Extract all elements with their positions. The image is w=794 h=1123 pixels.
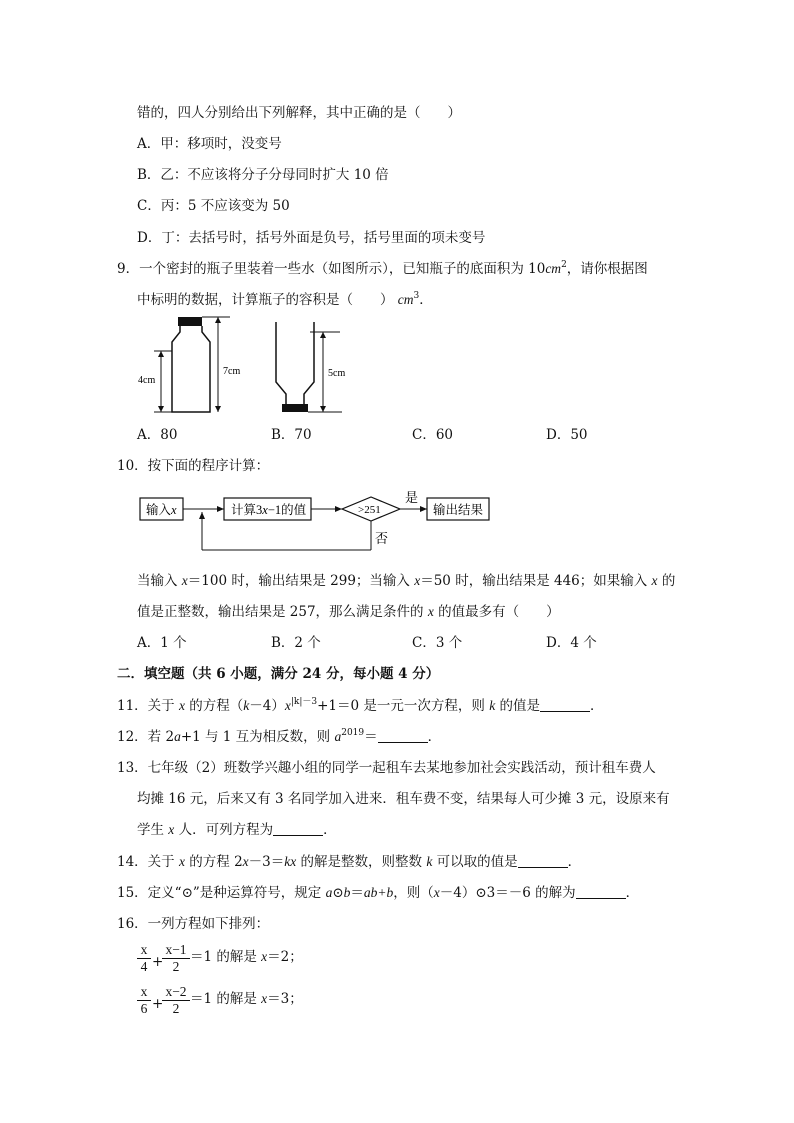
q10-para2: 值是正整数，输出结果是 257，那么满足条件的 x 的值最多有（ ） <box>137 604 560 620</box>
q8-tail: 错的，四人分别给出下列解释，其中正确的是（ ） <box>137 105 461 121</box>
q12-answer-blank[interactable] <box>378 728 428 743</box>
q11: 11．关于 x 的方程$(k-4)x^{|k|-3}+1=0$ 是一元一次方程，则 k 的值是 ． <box>117 697 604 714</box>
section-title: 二．填空题（共 6 小题，满分 24 分，每小题 4 分） <box>117 666 440 682</box>
flow-input-box: 输入x <box>146 503 177 517</box>
q9-line1: 9．一个密封的瓶子里装着一些水（如图所示），已知瓶子的底面积为 $10cm^2$，请你根据图 <box>117 260 648 277</box>
q8-option-c: C．丙：5 不应该变为 50 <box>137 198 290 214</box>
flow-compute-box: 计算3x−1的值 <box>231 503 307 517</box>
q16-title: 16．一列方程如下排列： <box>117 916 270 932</box>
frac-2b: $\frac{x-2}{2}$ <box>162 984 190 1017</box>
q15: 15．定义“⊙”是种运算符号，规定 a⊙b＝ab+b，则（x－4）⊙3＝－6 的解为 ． <box>117 885 640 901</box>
q14: 14．关于 x 的方程 2x－3＝kx 的解是整数，则整数 k 可以取的值是 ． <box>117 854 582 870</box>
q14-answer-blank[interactable] <box>518 853 568 868</box>
frac-2a: $\frac{x}{6}$ <box>137 984 151 1017</box>
inverted-bottle <box>276 322 345 412</box>
q10-para1: 当输入 x＝100 时，输出结果是 299；当输入 x＝50 时，输出结果是 446；如果输入 x 的 <box>137 573 676 589</box>
q9-option-a: A．80 <box>137 427 178 443</box>
q13-line3: 学生 x 人．可列方程为 ． <box>137 822 337 838</box>
flow-yes-label: 是 <box>405 490 419 505</box>
q10-option-a: A．1 个 <box>137 635 187 651</box>
q15-answer-blank[interactable] <box>576 884 626 899</box>
frac-1a: $\frac{x}{4}$ <box>137 942 151 975</box>
q9-option-d: D．50 <box>546 427 588 443</box>
upright-bottle <box>138 317 240 412</box>
label-5cm: 5cm <box>328 368 346 379</box>
q8-option-d: D．丁：去括号时，括号外面是负号，括号里面的项未变号 <box>137 230 486 246</box>
flow-condition: >251 <box>358 504 381 516</box>
q9-option-b: B．70 <box>271 427 312 443</box>
q13-line2: 均摊 16 元，后来又有 3 名同学加入进来．租车费不变，结果每人可少摊 3 元，设原来有 <box>137 791 670 807</box>
label-4cm: 4cm <box>138 375 156 386</box>
q10-flowchart <box>135 488 505 560</box>
flow-no-label: 否 <box>375 531 389 546</box>
q8-option-a: A．甲：移项时，没变号 <box>137 136 282 152</box>
q10-option-b: B．2 个 <box>271 635 321 651</box>
flow-output-box: 输出结果 <box>433 503 484 517</box>
q10-title: 10．按下面的程序计算： <box>117 458 270 474</box>
q13-line1: 13．七年级（2）班数学兴趣小组的同学一起租车去某地参加社会实践活动，预计租车费人 <box>117 760 656 776</box>
q10-option-d: D．4 个 <box>546 635 597 651</box>
q9-line2: 中标明的数据，计算瓶子的容积是（ ） $cm^3$． <box>137 291 433 308</box>
q8-option-b: B．乙：不应该将分子分母同时扩大 10 倍 <box>137 167 389 183</box>
label-7cm: 7cm <box>223 366 241 377</box>
q10-option-c: C．3 个 <box>412 635 463 651</box>
q13-answer-blank[interactable] <box>273 821 323 836</box>
frac-1b: $\frac{x-1}{2}$ <box>162 942 190 975</box>
q9-bottle-figure <box>130 312 370 422</box>
q12: 12．若 2a+1 与 1 互为相反数，则 $a^{2019}=$ ． <box>117 728 442 745</box>
q11-answer-blank[interactable] <box>540 697 590 712</box>
q9-option-c: C．60 <box>412 427 454 443</box>
